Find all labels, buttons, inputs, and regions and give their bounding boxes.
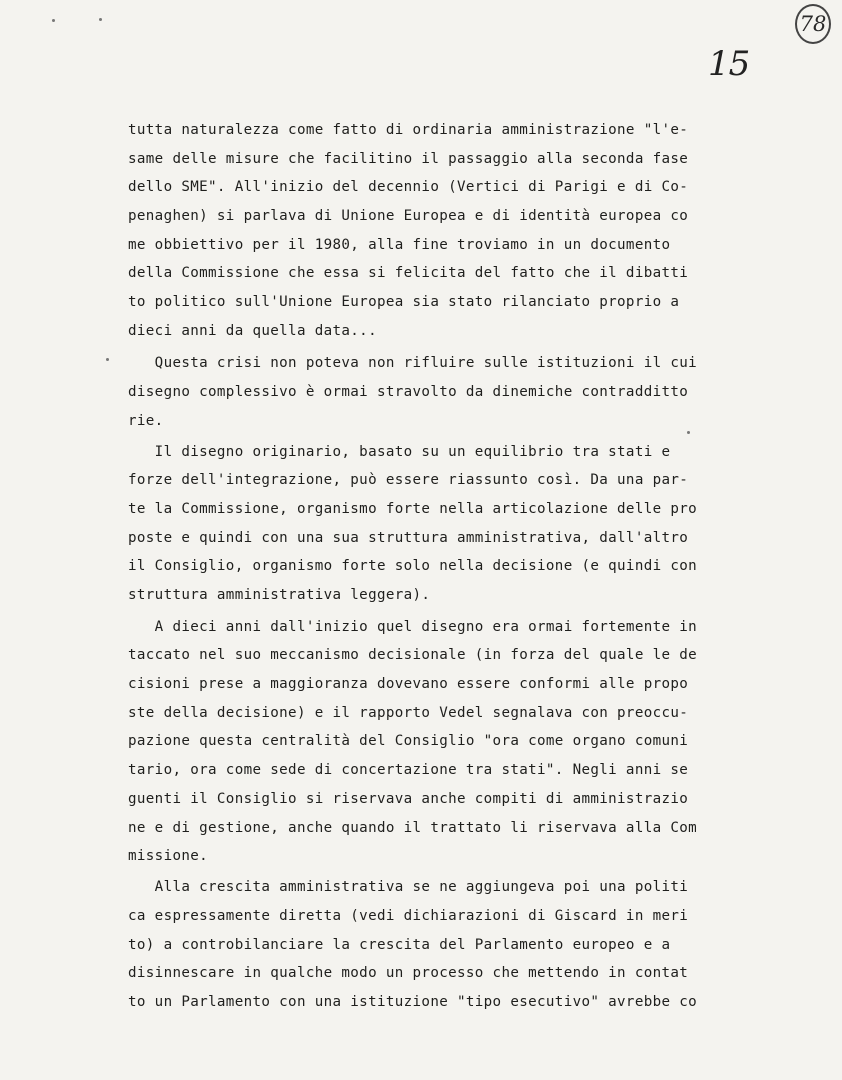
text-line: A dieci anni dall'inizio quel disegno era ormai fortemente in bbox=[128, 619, 698, 635]
text-line: me obbiettivo per il 1980, alla fine troviamo in un documento bbox=[128, 237, 671, 253]
text-line: Il disegno originario, basato su un equilibrio tra stati e bbox=[128, 444, 671, 460]
text-line: tutta naturalezza come fatto di ordinaria amministrazione "l'e- bbox=[128, 122, 689, 138]
text-line: cisioni prese a maggioranza dovevano essere conformi alle propo bbox=[128, 676, 689, 692]
paper-speck bbox=[687, 431, 690, 434]
text-line: forze dell'integrazione, può essere riassunto così. Da una par- bbox=[128, 472, 689, 488]
text-line: Questa crisi non poteva non rifluire sulle istituzioni il cui bbox=[128, 355, 698, 371]
paper-speck bbox=[99, 18, 102, 21]
text-line: te la Commissione, organismo forte nella articolazione delle pro bbox=[128, 501, 698, 517]
text-line: to politico sull'Unione Europea sia stato rilanciato proprio a bbox=[128, 294, 680, 310]
text-line: taccato nel suo meccanismo decisionale (in forza del quale le de bbox=[128, 647, 698, 663]
text-line: disinnescare in qualche modo un processo che mettendo in contat bbox=[128, 965, 689, 981]
text-line: dello SME". All'inizio del decennio (Vertici di Parigi e di Co- bbox=[128, 179, 689, 195]
text-line: same delle misure che facilitino il passaggio alla seconda fase bbox=[128, 151, 689, 167]
paper-speck bbox=[52, 19, 55, 22]
text-line: guenti il Consiglio si riservava anche compiti di amministrazio bbox=[128, 791, 689, 807]
text-line: rie. bbox=[128, 413, 164, 429]
text-line: to) a controbilanciare la crescita del Parlamento europeo e a bbox=[128, 937, 671, 953]
text-line: missione. bbox=[128, 848, 209, 864]
text-line: tario, ora come sede di concertazione tra stati". Negli anni se bbox=[128, 762, 689, 778]
text-line: struttura amministrativa leggera). bbox=[128, 587, 431, 603]
text-line: to un Parlamento con una istituzione "tipo esecutivo" avrebbe co bbox=[128, 994, 698, 1010]
text-line: disegno complessivo è ormai stravolto da dinemiche contradditto bbox=[128, 384, 689, 400]
text-line: Alla crescita amministrativa se ne aggiungeva poi una politi bbox=[128, 879, 689, 895]
text-line: poste e quindi con una sua struttura amministrativa, dall'altro bbox=[128, 530, 689, 546]
text-line: ca espressamente diretta (vedi dichiarazioni di Giscard in meri bbox=[128, 908, 689, 924]
text-line: ne e di gestione, anche quando il trattato li riservava alla Com bbox=[128, 820, 698, 836]
handwritten-page-number: 15 bbox=[708, 44, 750, 84]
text-line: della Commissione che essa si felicita del fatto che il dibatti bbox=[128, 265, 689, 281]
text-line: il Consiglio, organismo forte solo nella decisione (e quindi con bbox=[128, 558, 698, 574]
text-line: dieci anni da quella data... bbox=[128, 323, 377, 339]
paper-speck bbox=[106, 358, 109, 361]
archive-folio-number: 78 bbox=[795, 4, 831, 44]
text-line: ste della decisione) e il rapporto Vedel segnalava con preoccu- bbox=[128, 705, 689, 721]
text-line: penaghen) si parlava di Unione Europea e di identità europea co bbox=[128, 208, 689, 224]
text-line: pazione questa centralità del Consiglio "ora come organo comuni bbox=[128, 733, 689, 749]
